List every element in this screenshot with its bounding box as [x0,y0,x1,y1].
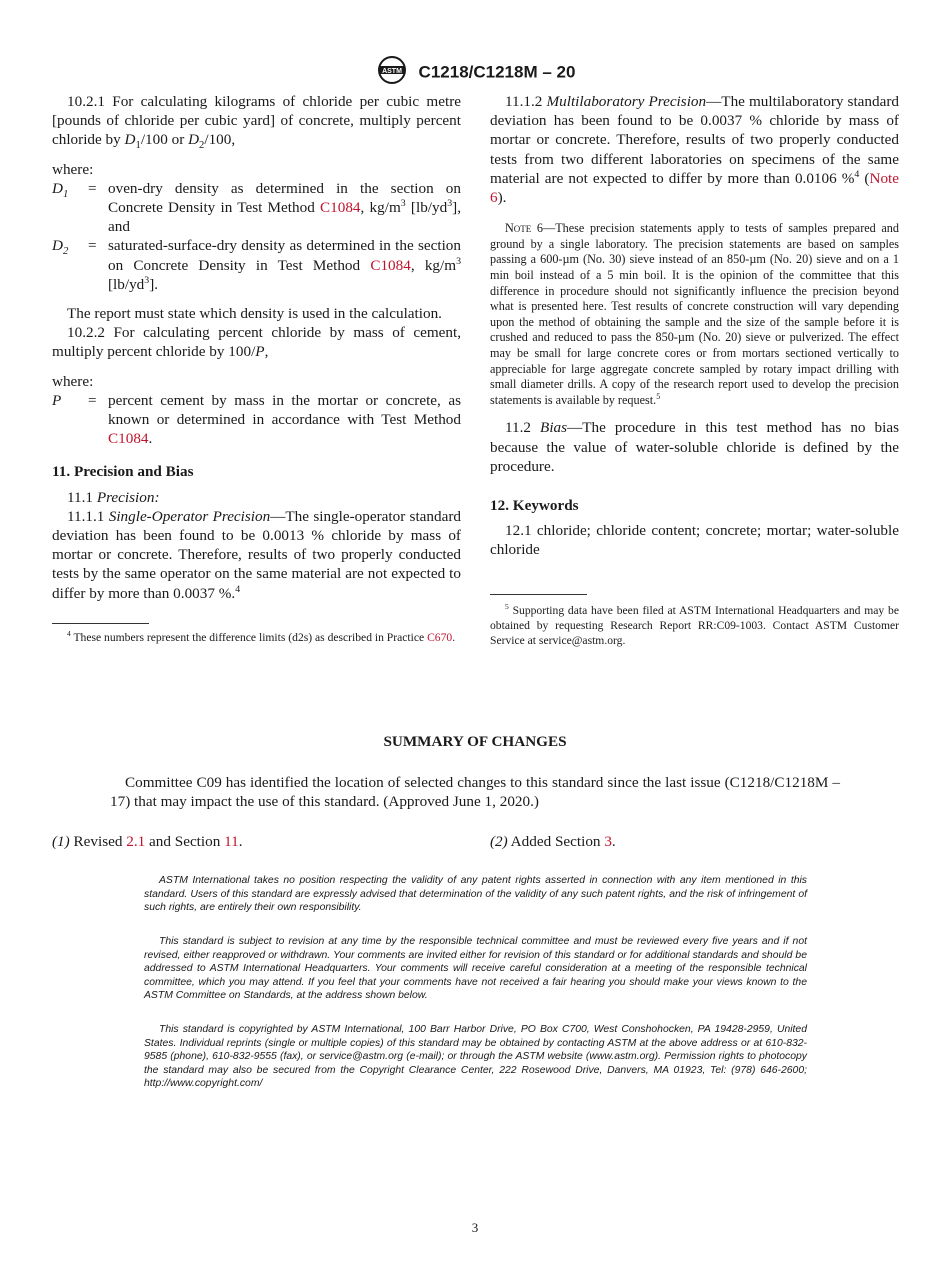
paragraph-11-2: 11.2 Bias—The procedure in this test method has no bias because the value of water-soluble chloride is defined by the procedure. [490,419,900,475]
svg-text:ASTM: ASTM [381,68,402,75]
paragraph-11-1: 11.1 Precision: [67,488,160,506]
footnote-rule [490,594,587,595]
paragraph-10-2-2: 10.2.2 For calculating percent chloride by mass of cement, multiply percent chloride by 100/P, [52,324,461,361]
footnote-5: $^5$ Supporting data have been filed at ASTM International Headquarters and may be obtained by requesting Research Report RR:C09-1003. Contact ASTM Customer Service at service@astm.org. [490,601,899,647]
report-paragraph: The report must state which density is used in the calculation. [67,305,442,323]
change-item-1: (1) Revised 2.1 and Section 11. [52,833,243,850]
right-column [490,92,899,648]
summary-text: Committee C09 has identified the location of selected changes to this standard since the last issue (C1218/C1218M – 17) that may impact the use of this standard. (Approved June 1, 2020.) [110,774,840,811]
link-c1084[interactable]: C1084 [108,430,149,448]
change-item-2: (2) Added Section 3. [490,833,616,850]
link-c670[interactable]: C670 [427,630,453,644]
link-c1084[interactable]: C1084 [320,199,361,217]
page-header [0,55,950,90]
astm-logo-icon [375,55,409,90]
where-label-1: where: [52,160,94,178]
variable-d1: $D_1$ = oven-dry density as determined in the section on Concrete Density in Test Method C1084, $kg/m^3$ $[lb/yd^3]$, and [52,179,461,236]
section-heading-11: 11. Precision and Bias [52,463,194,481]
page-number: 3 [471,1220,479,1235]
standard-designation: C1218/C1218M – 20 [418,62,576,82]
footnote-4: $^4$ These numbers represent the difference limits (d2s) as described in Practice C670. [67,629,456,644]
left-column [52,92,461,645]
paragraph-11-1-1: 11.1.1 Single-Operator Precision—The single-operator standard deviation has been found to be 0.0013 % chloride by mass of mortar or concrete. Therefore, results of two properly conducted tests by the same operator on the same material are not expected to differ by more than 0.0037 %.$^4$ [52,507,462,602]
link-note-6[interactable]: Note 6 [490,169,900,207]
variable-p: P = percent cement by mass in the mortar or concrete, as known or determined in accordance with Test Method C1084. [52,391,461,448]
paragraph-12-1: 12.1 chloride; chloride content; concrete; mortar; water-soluble chloride [490,522,899,559]
link-c1084[interactable]: C1084 [370,256,411,274]
footnote-rule [52,623,149,624]
link-section-11[interactable]: 11 [224,833,239,850]
copyright-notice: This standard is copyrighted by ASTM International, 100 Barr Harbor Drive, PO Box C700, West Conshohocken, PA 19428-2959, United States. Individual reprints (single or multiple copies) of this standard may be obtained by contacting ASTM at the above address or at 610-832-9585 (phone), 610-832-9555 (fax), or service@astm.org (e-mail); or through the ASTM website (www.astm.org). Permission rights to photocopy the standard may also be secured from the Copyright Clearance Center, 222 Rosewood Drive, Danvers, MA 01923, Tel: (978) 646-2600; http://www.copyright.com/ [144,1024,807,1090]
revision-notice: This standard is subject to revision at any time by the responsible technical committee and must be reviewed every five years and if not revised, either reapproved or withdrawn. Your comments are invited either for revision of this standard or for additional standards and should be addressed to ASTM International Headquarters. Your comments will receive careful consideration at a meeting of the responsible technical committee, which you may attend. If you feel that your comments have not received a fair hearing you should make your views known to the ASTM Committee on Standards, at the address shown below. [144,936,807,1002]
paragraph-11-1-2: 11.1.2 Multilaboratory Precision—The multilaboratory standard deviation has been found to be 0.0037 % chloride by mass of mortar or concrete. Therefore, results of two properly conducted tests from two different laboratories on specimens of the same material are not expected to differ by more than 0.0106 %$^4$ (Note 6). [490,93,900,207]
paragraph-10-2-1: 10.2.1 For calculating kilograms of chloride per cubic metre [pounds of chloride per cubic yard] of concrete, multiply percent chloride by $D_1/100$ or $D_2/100$, [52,93,461,152]
link-section-3[interactable]: 3 [604,833,612,850]
patent-notice: ASTM International takes no position respecting the validity of any patent rights asserted in connection with any item mentioned in this standard. Users of this standard are expressly advised that determination of the validity of any such patent rights, and the risk of infringement of such rights, are entirely their own responsibility. [144,875,807,914]
note-6: Note 6—These precision statements apply to tests of samples prepared and ground by a single laboratory. The precision statements are based on samples passing a 600-µm (No. 30) sieve instead of an 850-µm (No. 20) sieve and on a 1 min boil instead of a 5 min boil. It is the opinion of the committee that this difference in procedure should not significantly influence the precision beyond what is presented here. Test results of concrete construction will vary depending upon the method of obtaining the sample and the size of the sample before it is crushed and reduced to pass the 850-µm (No. 20) sieve or pulverized. The effect may be small for large concrete cores or from mortars sectioned vertically to appreciable for large aggregate concrete sampled by rotary impact drilling with small diameter drills. A copy of the research report used to develop the precision statements is available by request.$^5$ [490,221,899,407]
where-label-2: where: [52,372,94,390]
section-heading-12: 12. Keywords [490,496,579,514]
link-2-1[interactable]: 2.1 [126,833,146,850]
variable-d2: $D_2$ = saturated-surface-dry density as determined in the section on Concrete Density in Test Method C1084, $kg/m^3$ $[lb/yd^3]$. [52,237,461,293]
summary-title: SUMMARY OF CHANGES [383,733,567,750]
